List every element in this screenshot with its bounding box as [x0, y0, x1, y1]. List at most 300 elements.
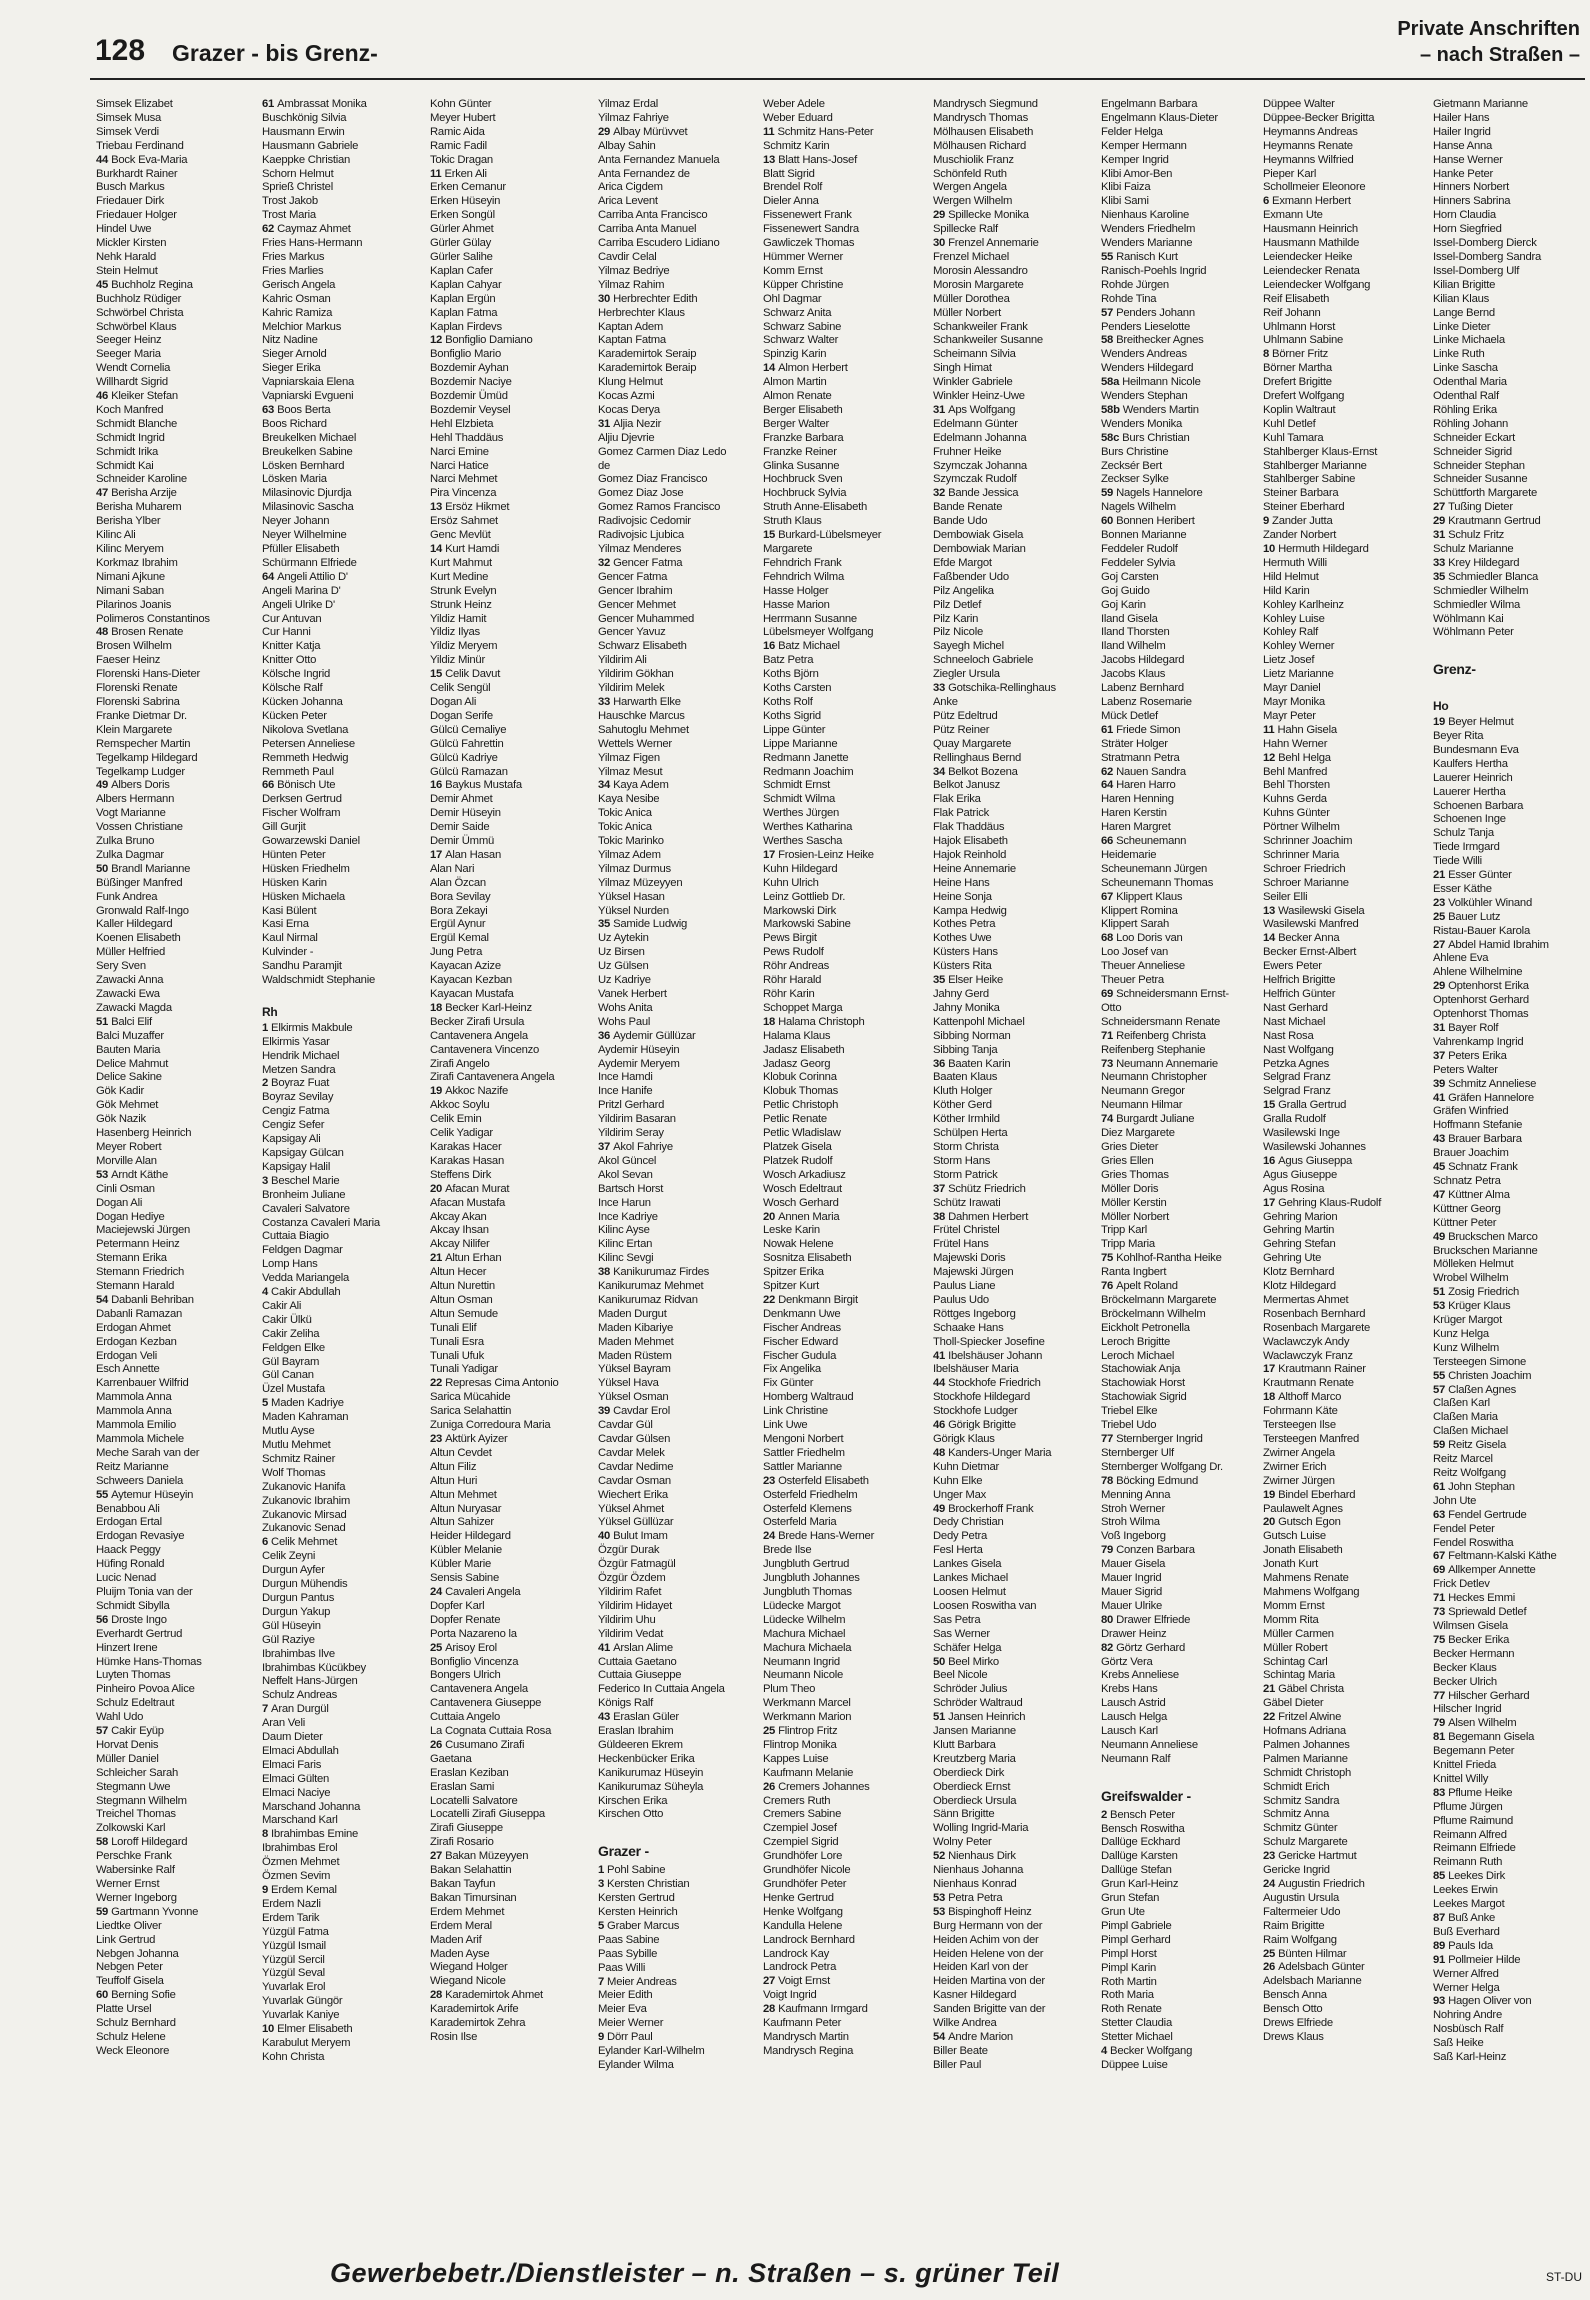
- resident-name: Baaten Karin: [948, 1057, 1011, 1070]
- resident-entry: Odenthal Maria: [1433, 376, 1507, 389]
- resident-name: Peters Erika: [1448, 1049, 1507, 1062]
- resident-entry: [1433, 1439, 1582, 1453]
- resident-name: Krautmann Rainer: [1278, 1363, 1366, 1376]
- resident-entry: Arica Levent: [598, 195, 658, 208]
- resident-entry: Cuttaia Angelo: [430, 1711, 500, 1724]
- resident-entry: Werner Alfred: [1433, 1967, 1499, 1980]
- house-number: 2: [1101, 1808, 1108, 1821]
- house-number: 29: [598, 125, 611, 138]
- resident-entry: Sayegh Michel: [933, 640, 1004, 653]
- resident-entry: Gürler Gülay: [430, 237, 492, 250]
- resident-entry: Neumann Ralf: [1101, 1752, 1171, 1765]
- resident-entry: Nienhaus Johanna: [933, 1864, 1024, 1877]
- house-number: 26: [430, 1738, 443, 1751]
- resident-entry: [933, 2031, 1101, 2045]
- resident-entry: Wergen Wilhelm: [933, 195, 1013, 208]
- resident-name: Nienhaus Dirk: [948, 1850, 1016, 1863]
- resident-name: Albay Mürüvvet: [613, 125, 688, 138]
- resident-entry: Jungbluth Gertrud: [763, 1558, 850, 1571]
- resident-entry: Friedauer Holger: [96, 209, 177, 222]
- resident-name: Alsen Wilhelm: [1448, 1717, 1517, 1730]
- house-number: 11: [1263, 723, 1275, 736]
- resident-entry: Mauer Gisela: [1101, 1558, 1166, 1571]
- resident-entry: [262, 1828, 430, 1842]
- resident-name: Becker Erika: [1448, 1633, 1510, 1646]
- resident-entry: Mandrysch Regina: [763, 2044, 854, 2057]
- resident-entry: Adelsbach Marianne: [1263, 1975, 1362, 1988]
- resident-entry: [1101, 515, 1263, 529]
- resident-entry: Gutsch Luise: [1263, 1530, 1326, 1543]
- page-title-right: [1397, 16, 1580, 68]
- house-number: 32: [933, 487, 946, 500]
- resident-entry: Durgun Yakup: [262, 1605, 331, 1618]
- resident-entry: Altun Filiz: [430, 1460, 477, 1473]
- resident-entry: [763, 1725, 933, 1739]
- resident-entry: Zukanovic Hanifa: [262, 1480, 346, 1493]
- resident-entry: Lauerer Heinrich: [1433, 771, 1513, 784]
- resident-entry: Franzke Barbara: [763, 431, 844, 444]
- directory-columns: [96, 98, 1582, 2256]
- resident-entry: Zirafi Giuseppe: [430, 1822, 503, 1835]
- resident-entry: Franke Dietmar Dr.: [96, 709, 187, 722]
- resident-entry: Schmitz Rainer: [262, 1452, 336, 1465]
- resident-entry: Bakan Timursinan: [430, 1891, 517, 1904]
- resident-entry: Stroh Werner: [1101, 1502, 1165, 1515]
- resident-entry: [1433, 557, 1582, 571]
- resident-entry: Möller Norbert: [1101, 1210, 1170, 1223]
- resident-entry: Schmidt Ernst: [763, 779, 831, 792]
- resident-name: Frosien-Leinz Heike: [778, 848, 874, 861]
- resident-entry: [763, 529, 933, 543]
- footer-note: Gewerbebetr./Dienstleister – n. Straßen – s. grüner Teil: [330, 2258, 1060, 2288]
- resident-entry: Kemper Ingrid: [1101, 153, 1169, 166]
- house-number: 51: [933, 1711, 946, 1724]
- resident-entry: Möller Kerstin: [1101, 1196, 1167, 1209]
- resident-entry: Aydemir Hüseyin: [598, 1043, 680, 1056]
- resident-name: Beyer Helmut: [1448, 716, 1514, 729]
- house-number: 14: [1263, 932, 1276, 945]
- house-number: 24: [430, 1585, 443, 1598]
- resident-entry: Gomez Carmen Diaz Ledo: [598, 445, 727, 458]
- resident-entry: Cinli Osman: [96, 1182, 155, 1195]
- resident-entry: Maden Mehmet: [598, 1335, 674, 1348]
- resident-entry: Reimann Ruth: [1433, 1856, 1503, 1869]
- resident-entry: Durgun Mühendis: [262, 1578, 348, 1591]
- resident-entry: Bakan Selahattin: [430, 1864, 512, 1877]
- resident-entry: Helfrich Günter: [1263, 988, 1336, 1000]
- resident-entry: Kaeppke Christian: [262, 153, 351, 166]
- resident-entry: Schmidt Sibylla: [96, 1599, 170, 1612]
- resident-entry: Dedy Petra: [933, 1530, 988, 1543]
- resident-entry: Schäfer Helga: [933, 1641, 1002, 1654]
- resident-entry: Friedauer Dirk: [96, 195, 165, 208]
- resident-entry: Claßen Karl: [1433, 1397, 1490, 1410]
- resident-entry: Kayacan Mustafa: [430, 988, 514, 1000]
- house-number: 27: [1433, 938, 1446, 951]
- resident-entry: [598, 1405, 763, 1419]
- resident-entry: Gencer Mehmet: [598, 598, 676, 611]
- resident-entry: Altun Mehmet: [430, 1488, 497, 1501]
- house-number: 48: [933, 1446, 946, 1459]
- resident-entry: Muschiolik Franz: [933, 153, 1014, 166]
- house-number: 51: [96, 1015, 109, 1028]
- resident-entry: Kaplan Fatma: [430, 306, 498, 319]
- house-number: 58: [1101, 334, 1114, 347]
- resident-entry: Zwirner Erich: [1263, 1460, 1327, 1473]
- resident-entry: [1263, 348, 1433, 362]
- house-number: 48: [96, 626, 109, 639]
- resident-entry: Mauer Ulrike: [1101, 1599, 1163, 1612]
- resident-name: Altun Erhan: [445, 1252, 502, 1265]
- resident-entry: Yildirim Hidayet: [598, 1599, 673, 1612]
- house-number: 44: [96, 153, 109, 166]
- resident-entry: Celik Emin: [430, 1113, 482, 1126]
- house-number: 67: [1433, 1550, 1446, 1563]
- resident-entry: [96, 626, 262, 640]
- resident-entry: Issel-Domberg Ulf: [1433, 264, 1520, 277]
- resident-name: Arisoy Erol: [445, 1641, 497, 1654]
- resident-entry: Demir Ümmü: [430, 835, 495, 848]
- resident-entry: Rohde Tina: [1101, 292, 1157, 305]
- house-number: 59: [1101, 487, 1114, 500]
- resident-entry: Maden Rüstem: [598, 1349, 672, 1362]
- resident-entry: Ewers Peter: [1263, 960, 1322, 973]
- resident-entry: [1433, 1092, 1582, 1106]
- resident-entry: Bröckelmann Margarete: [1101, 1293, 1217, 1306]
- resident-entry: Özmen Sevim: [262, 1870, 331, 1883]
- house-number: 32: [598, 556, 611, 569]
- resident-entry: Kaplan Cafer: [430, 264, 493, 277]
- resident-entry: Storm Hans: [933, 1154, 991, 1167]
- resident-entry: Kaya Nesibe: [598, 793, 660, 806]
- resident-entry: Boyraz Sevilay: [262, 1091, 334, 1104]
- resident-entry: Narci Emine: [430, 445, 489, 458]
- resident-entry: Hausmann Gabriele: [262, 139, 359, 152]
- resident-name: Schneidersmann Ernst-: [1116, 988, 1229, 1000]
- resident-entry: Gries Thomas: [1101, 1168, 1169, 1181]
- resident-entry: Erdem Mehmet: [430, 1905, 505, 1918]
- resident-name: Schmiedler Blanca: [1448, 570, 1539, 583]
- resident-entry: Mammola Anna: [96, 1405, 172, 1418]
- resident-entry: John Ute: [1433, 1494, 1477, 1507]
- resident-name: Elmer Elisabeth: [277, 2023, 353, 2036]
- resident-entry: Gries Dieter: [1101, 1140, 1159, 1153]
- resident-entry: Schüttforth Margarete: [1433, 487, 1538, 500]
- resident-entry: Gürler Salihe: [430, 250, 493, 263]
- resident-name: Buchholz Regina: [111, 278, 193, 291]
- resident-entry: Mölhausen Elisabeth: [933, 125, 1034, 138]
- resident-entry: Komm Ernst: [763, 264, 823, 277]
- resident-entry: Ramic Fadil: [430, 139, 487, 152]
- resident-entry: Yildirim Gökhan: [598, 668, 674, 681]
- resident-entry: Heine Annemarie: [933, 862, 1016, 875]
- resident-entry: Erken Songül: [430, 209, 495, 222]
- resident-entry: Zukanovic Mirsad: [262, 1508, 347, 1521]
- resident-entry: Königs Ralf: [598, 1697, 654, 1710]
- resident-entry: Wosch Edeltraut: [763, 1182, 842, 1195]
- resident-entry: Schmiedler Wilma: [1433, 598, 1521, 611]
- resident-name: Balci Elif: [111, 1015, 152, 1028]
- resident-entry: Weck Eleonore: [96, 2044, 170, 2057]
- resident-entry: Hausmann Erwin: [262, 125, 345, 138]
- resident-entry: [598, 1920, 763, 1934]
- resident-entry: Bonnen Marianne: [1101, 529, 1187, 542]
- resident-entry: [430, 1252, 598, 1266]
- resident-entry: Leekes Margot: [1433, 1898, 1505, 1911]
- resident-entry: [933, 1377, 1101, 1391]
- spacer: [598, 1822, 763, 1836]
- resident-entry: Karademirtok Beraip: [598, 362, 697, 375]
- resident-entry: Kanikurumaz Mehmet: [598, 1280, 704, 1293]
- resident-entry: Schröder Waltraud: [933, 1697, 1023, 1710]
- house-number: 35: [933, 974, 946, 987]
- resident-entry: Krüger Margot: [1433, 1314, 1502, 1327]
- resident-entry: [1433, 911, 1582, 925]
- resident-entry: Schulz Helene: [96, 2030, 166, 2043]
- resident-entry: Fissenewert Sandra: [763, 223, 859, 236]
- resident-entry: Zirafi Angelo: [430, 1057, 490, 1070]
- house-number: 23: [430, 1433, 443, 1445]
- resident-name: Reitz Gisela: [1448, 1439, 1506, 1452]
- resident-entry: Gowarzewski Daniel: [262, 835, 360, 848]
- resident-entry: Fehndrich Frank: [763, 556, 842, 569]
- resident-entry: Luyten Thomas: [96, 1669, 171, 1682]
- resident-entry: [1433, 1384, 1582, 1398]
- resident-entry: Drawer Heinz: [1101, 1627, 1167, 1640]
- resident-entry: Nosbüsch Ralf: [1433, 2023, 1504, 2036]
- resident-entry: Klung Helmut: [598, 376, 663, 389]
- resident-entry: Nitz Nadine: [262, 334, 318, 347]
- resident-entry: Heiden Karl von der: [933, 1961, 1029, 1974]
- resident-entry: Halama Klaus: [763, 1029, 831, 1042]
- resident-entry: Mammola Anna: [96, 1391, 172, 1404]
- house-number: 10: [262, 2023, 275, 2036]
- resident-entry: Radivojsic Cedomir: [598, 515, 691, 528]
- resident-entry: Cakir Ali: [262, 1299, 302, 1312]
- resident-entry: [1263, 1948, 1433, 1962]
- resident-entry: Funk Andrea: [96, 890, 158, 903]
- resident-entry: Bonfiglio Vincenza: [430, 1655, 519, 1668]
- resident-entry: Flak Thaddäus: [933, 821, 1005, 834]
- resident-entry: Markowski Dirk: [763, 904, 837, 917]
- resident-entry: Gencer Muhammed: [598, 612, 695, 625]
- resident-entry: [1263, 1878, 1433, 1892]
- directory-column-3: [430, 98, 598, 2256]
- house-number: 9: [1263, 515, 1270, 528]
- resident-entry: Brendel Rolf: [763, 181, 823, 194]
- resident-entry: Behl Thorsten: [1263, 779, 1330, 792]
- resident-entry: [598, 1266, 763, 1280]
- house-number: 14: [430, 543, 443, 555]
- resident-entry: Stahlberger Klaus-Ernst: [1263, 445, 1378, 458]
- resident-entry: Leiendecker Wolfgang: [1263, 278, 1371, 291]
- resident-entry: [933, 974, 1101, 988]
- house-number: 57: [1433, 1383, 1446, 1396]
- resident-entry: [933, 404, 1101, 418]
- resident-entry: Bensch Roswitha: [1101, 1822, 1185, 1835]
- resident-entry: Cavdar Melek: [598, 1446, 665, 1459]
- resident-entry: Gehring Stefan: [1263, 1238, 1336, 1251]
- resident-name: Conzen Barbara: [1116, 1544, 1195, 1557]
- resident-entry: Osterfeld Maria: [763, 1516, 837, 1529]
- resident-entry: Becker Klaus: [1433, 1661, 1497, 1674]
- resident-entry: Demir Hüseyin: [430, 807, 501, 820]
- resident-entry: Mengoni Norbert: [763, 1433, 844, 1445]
- resident-entry: [1433, 980, 1582, 994]
- resident-entry: Pews Rudolf: [763, 946, 824, 959]
- resident-entry: Vapniarski Evgueni: [262, 390, 354, 403]
- resident-name: John Stephan: [1448, 1480, 1515, 1493]
- resident-entry: Lucic Nenad: [96, 1572, 157, 1585]
- resident-entry: Wasilewski Manfred: [1263, 918, 1359, 931]
- resident-entry: Schmidt Christoph: [1263, 1766, 1352, 1779]
- resident-entry: Stroh Wilma: [1101, 1516, 1160, 1529]
- resident-entry: [1433, 1787, 1582, 1801]
- resident-name: Gericke Hartmut: [1278, 1850, 1357, 1863]
- resident-entry: Cremers Ruth: [763, 1794, 831, 1807]
- resident-name: Breithecker Agnes: [1116, 334, 1204, 347]
- resident-entry: Nast Rosa: [1263, 1029, 1314, 1042]
- resident-name: Zosig Friedrich: [1448, 1286, 1520, 1299]
- resident-entry: Yüksel Hava: [598, 1377, 659, 1390]
- resident-entry: Frütel Christel: [933, 1224, 1000, 1237]
- house-number: 27: [430, 1850, 443, 1863]
- resident-entry: Cantavenera Giuseppe: [430, 1697, 542, 1710]
- resident-entry: Schwarz Elisabeth: [598, 640, 687, 653]
- resident-entry: Czempiel Josef: [763, 1822, 837, 1835]
- resident-entry: Erdogan Revasiye: [96, 1530, 185, 1543]
- resident-entry: Beel Nicole: [933, 1669, 988, 1682]
- resident-entry: Brosen Wilhelm: [96, 640, 172, 653]
- house-number: 18: [1263, 1391, 1276, 1404]
- house-number: 16: [763, 640, 776, 653]
- resident-entry: Mandrysch Thomas: [933, 111, 1028, 124]
- resident-entry: Almon Renate: [763, 390, 832, 403]
- resident-entry: Zwirner Angela: [1263, 1446, 1335, 1459]
- resident-entry: Nehk Harald: [96, 250, 157, 263]
- resident-entry: Stahlberger Sabine: [1263, 473, 1356, 486]
- resident-entry: [430, 1433, 598, 1447]
- resident-entry: Fischer Gudula: [763, 1349, 837, 1362]
- spacer: [1433, 640, 1582, 654]
- resident-entry: Kaul Nirmal: [262, 932, 318, 945]
- resident-entry: Heider Hildegard: [430, 1530, 511, 1543]
- resident-entry: Carriba Anta Francisco: [598, 209, 708, 222]
- resident-entry: Klotz Hildegard: [1263, 1280, 1336, 1293]
- resident-entry: Tersteegen Simone: [1433, 1355, 1527, 1368]
- resident-entry: Arica Cigdem: [598, 181, 663, 194]
- resident-entry: Altun Sahizer: [430, 1516, 494, 1529]
- resident-name: Ersöz Hikmet: [445, 501, 510, 514]
- resident-entry: Alan Özcan: [430, 876, 486, 889]
- resident-entry: [262, 1884, 430, 1898]
- resident-entry: Kilian Brigitte: [1433, 278, 1496, 291]
- resident-entry: Paas Willi: [598, 1961, 646, 1974]
- resident-entry: Gäbel Dieter: [1263, 1697, 1324, 1710]
- resident-entry: Carriba Escudero Lidiano: [598, 237, 720, 250]
- resident-entry: Wilke Andrea: [933, 2017, 997, 2030]
- resident-entry: Roth Martin: [1101, 1975, 1157, 1988]
- resident-entry: Hanse Anna: [1433, 139, 1493, 152]
- resident-name: Schütz Friedrich: [948, 1182, 1026, 1195]
- resident-entry: Liedtke Oliver: [96, 1919, 162, 1932]
- resident-entry: Schneider Sigrid: [1433, 445, 1512, 458]
- resident-entry: Vogt Marianne: [96, 807, 166, 820]
- resident-entry: Schneeloch Gabriele: [933, 654, 1034, 667]
- resident-entry: [1263, 543, 1433, 557]
- house-number: 80: [1101, 1613, 1114, 1626]
- house-number: 71: [1101, 1029, 1114, 1042]
- resident-entry: Yilmaz Erdal: [598, 98, 658, 110]
- resident-name: Celik Davut: [445, 668, 501, 681]
- resident-entry: Tiede Willi: [1433, 855, 1482, 868]
- resident-entry: Schönfeld Ruth: [933, 167, 1007, 180]
- resident-entry: Issel-Domberg Dierck: [1433, 237, 1537, 250]
- resident-entry: [1101, 891, 1263, 905]
- resident-entry: Heymanns Wilfried: [1263, 153, 1354, 166]
- resident-name: Arslan Alime: [613, 1641, 673, 1654]
- resident-entry: Fehndrich Wilma: [763, 570, 844, 583]
- resident-name: Bayer Rolf: [1448, 1022, 1499, 1034]
- house-number: 16: [430, 779, 443, 792]
- resident-name: Frenzel Annemarie: [948, 237, 1039, 250]
- resident-entry: Kirschen Otto: [598, 1808, 664, 1821]
- resident-name: Abdel Hamid Ibrahim: [1448, 938, 1549, 951]
- resident-entry: Erdogan Veli: [96, 1349, 158, 1362]
- resident-name: Erken Ali: [444, 167, 487, 180]
- title-right-line1: Private Anschriften: [1397, 18, 1580, 40]
- house-number: 31: [1433, 529, 1446, 542]
- resident-entry: Karrenbauer Wilfrid: [96, 1377, 189, 1390]
- resident-entry: Hüsken Michaela: [262, 890, 345, 903]
- resident-entry: Meche Sarah van der: [96, 1446, 200, 1459]
- resident-entry: Redmann Joachim: [763, 765, 854, 778]
- resident-entry: Zolkowski Karl: [96, 1822, 166, 1835]
- resident-entry: [1101, 1642, 1263, 1656]
- resident-entry: Esser Käthe: [1433, 882, 1492, 895]
- resident-entry: Maden Kahraman: [262, 1411, 349, 1424]
- resident-entry: [430, 668, 598, 682]
- resident-entry: Odenthal Ralf: [1433, 390, 1499, 403]
- resident-entry: Meier Eva: [598, 2003, 647, 2016]
- resident-entry: Angeli Marina D': [262, 584, 341, 597]
- resident-entry: Haren Henning: [1101, 793, 1174, 806]
- resident-entry: Edelmann Günter: [933, 417, 1018, 430]
- resident-entry: Tegelkamp Hildegard: [96, 751, 198, 764]
- resident-entry: Karademirtok Zehra: [430, 2017, 526, 2030]
- resident-entry: Gomez Ramos Francisco: [598, 501, 721, 514]
- resident-entry: Heymanns Renate: [1263, 139, 1353, 152]
- resident-entry: Dieler Anna: [763, 195, 819, 208]
- resident-entry: Haren Kerstin: [1101, 807, 1167, 820]
- resident-entry: Ibelshäuser Maria: [933, 1363, 1019, 1376]
- resident-entry: Hailer Ingrid: [1433, 125, 1491, 138]
- resident-entry: [933, 1211, 1101, 1225]
- resident-entry: Neumann Gregor: [1101, 1085, 1185, 1098]
- house-number: 57: [1101, 306, 1114, 319]
- resident-entry: Bakan Tayfun: [430, 1878, 496, 1890]
- resident-entry: [1101, 2045, 1263, 2059]
- resident-entry: Schmiedler Wilhelm: [1433, 584, 1529, 597]
- resident-entry: Werner Helga: [1433, 1981, 1500, 1994]
- resident-entry: Koplin Waltraut: [1263, 403, 1336, 416]
- house-number: 16: [1263, 1154, 1276, 1167]
- resident-entry: Neumann Anneliese: [1101, 1738, 1198, 1751]
- resident-entry: [1433, 1286, 1582, 1300]
- resident-entry: Gülcü Fahrettin: [430, 737, 504, 750]
- resident-entry: Müller Norbert: [933, 306, 1002, 319]
- page-number: 128: [95, 34, 146, 67]
